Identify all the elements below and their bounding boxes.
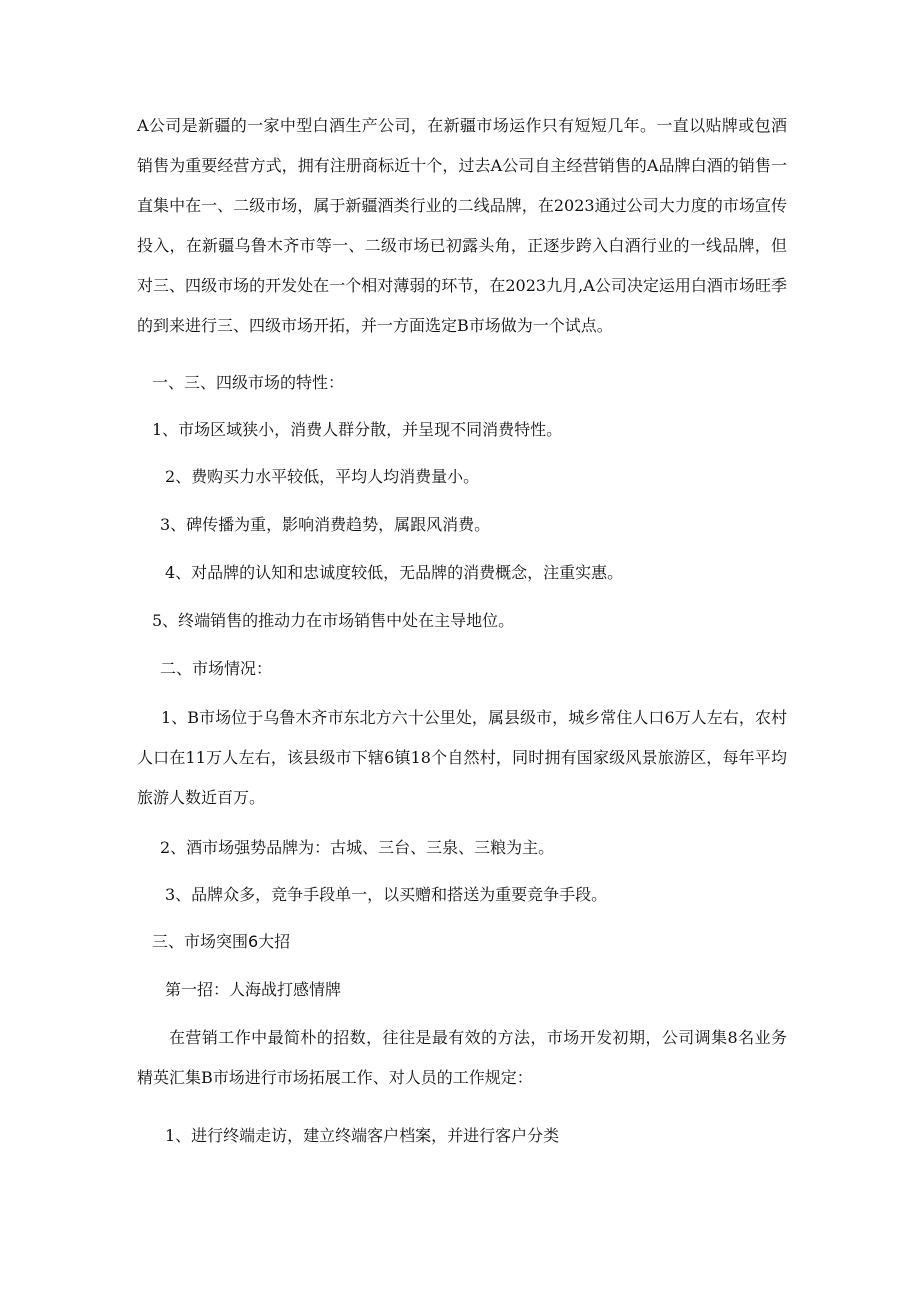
section-1-item-3: 3、碑传播为重，影响消费趋势，属跟风消费。: [160, 515, 491, 534]
section-1-item-5: 5、终端销售的推动力在市场销售中处在主导地位。: [152, 611, 515, 630]
section-1-item-2: 2、费购买力水平较低，平均人均消费量小。: [165, 467, 480, 486]
section-1-heading: 一、三、四级市场的特性：: [152, 373, 345, 392]
section-1-item-1: 1、市场区域狭小，消费人群分散，并呈现不同消费特性。: [152, 420, 563, 439]
section-2-item-1: 1、B市场位于乌鲁木齐市东北方六十公里处，属县级市，城乡常住人口6万人左右，农村人口在11万人左右，该县级市下辖6镇18个自然村，同时拥有国家级风景旅游区，每年平均旅游人数近百万。: [137, 708, 787, 807]
section-3-subheading: 第一招：人海战打感情牌: [165, 980, 342, 999]
section-3-heading: 三、市场突围6大招: [152, 932, 291, 951]
section-3-paragraph: 在营销工作中最简朴的招数，往往是最有效的方法，市场开发初期，公司调集8名业务精英汇集B市场进行市场拓展工作、对人员的工作规定：: [137, 1028, 787, 1087]
section-2-heading: 二、市场情况：: [160, 659, 273, 678]
intro-paragraph: A公司是新疆的一家中型白酒生产公司，在新疆市场运作只有短短几年。一直以贴牌或包酒销售为重要经营方式，拥有注册商标近十个，过去A公司自主经营销售的A品牌白酒的销售一直集中在一、二级市场，属于新疆酒类行业的二线品牌，在2023通过公司大力度的市场宣传投入，在新疆乌鲁木齐市等一、二级市场已初露头角，正逐步跨入白酒行业的一线品牌，但对三、四级市场的开发处在一个相对薄弱的环节，在2023九月,A公司决定运用白酒市场旺季的到来进行三、四级市场开拓，并一方面选定B市场做为一个试点。: [137, 116, 787, 335]
section-2-item-2: 2、酒市场强势品牌为：古城、三台、三泉、三粮为主。: [160, 838, 555, 857]
section-1-item-4: 4、对品牌的认知和忠诚度较低，无品牌的消费概念，注重实惠。: [165, 563, 624, 582]
section-3-item-1: 1、进行终端走访，建立终端客户档案，并进行客户分类: [165, 1126, 560, 1145]
section-2-item-3: 3、品牌众多，竞争手段单一，以买赠和搭送为重要竞争手段。: [165, 885, 608, 904]
